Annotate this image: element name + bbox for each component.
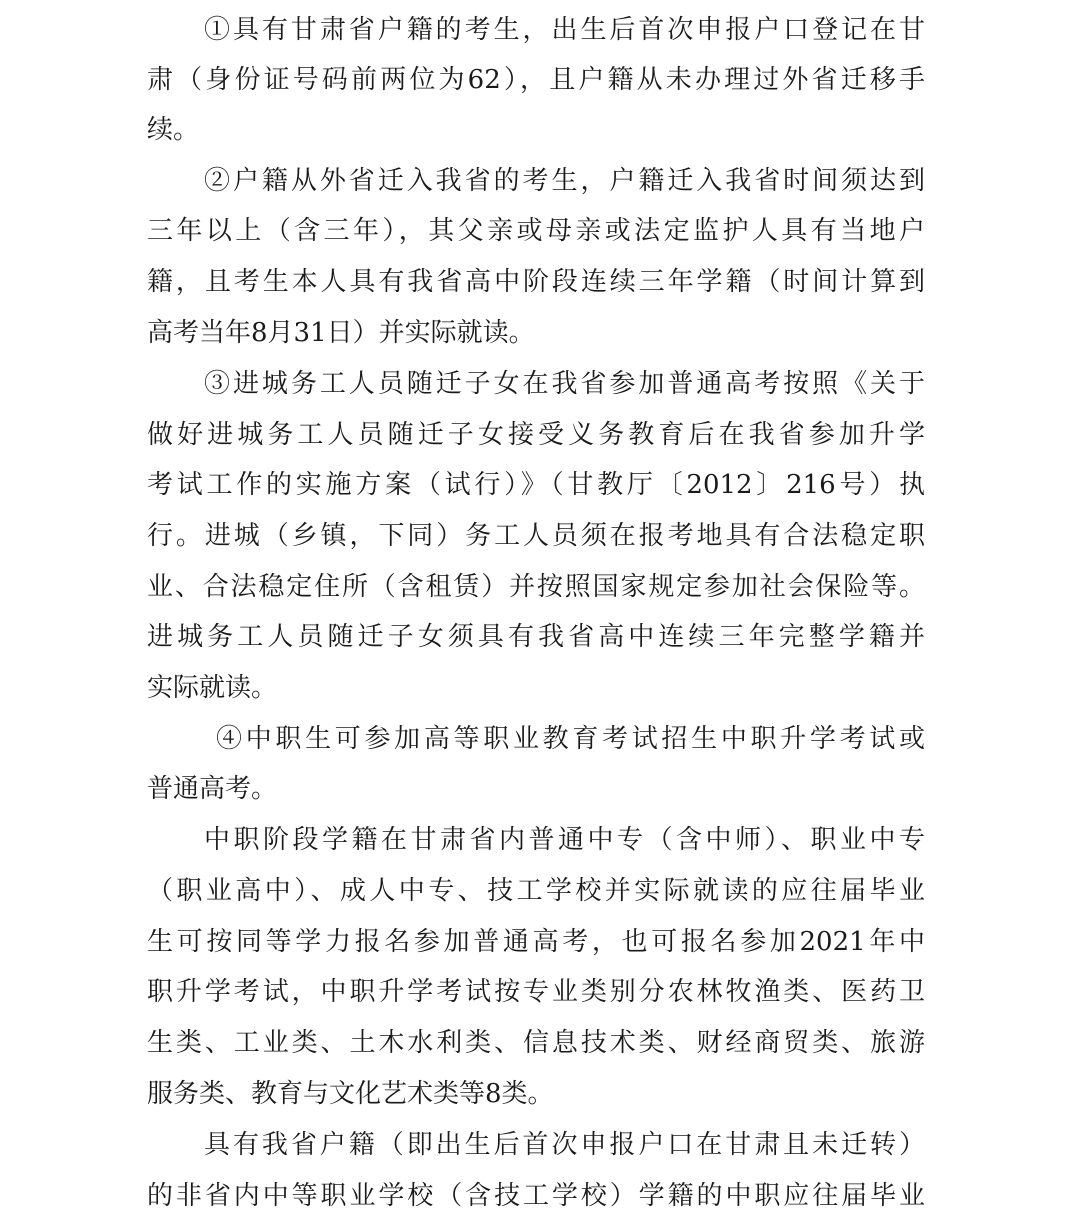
text-line: 续。 [147,115,200,145]
text-line: 行。进城（乡镇，下同）务工人员须在报考地具有合法稳定职 [147,521,925,551]
text-line: 实际就读。 [147,673,278,703]
text-line: 籍，且考生本人具有我省高中阶段连续三年学籍（时间计算到 [147,267,925,297]
text-line: ③进城务工人员随迁子女在我省参加普通高考按照《关于 [204,369,925,399]
text-line: 进城务工人员随迁子女须具有我省高中连续三年完整学籍并 [147,622,925,652]
text-line: ②户籍从外省迁入我省的考生，户籍迁入我省时间须达到 [204,166,925,196]
text-line: 具有我省户籍（即出生后首次申报户口在甘肃且未迁转） [204,1130,925,1160]
text-line: 高考当年8月31日）并实际就读。 [147,318,535,348]
text-line: 做好进城务工人员随迁子女接受义务教育后在我省参加升学 [147,420,925,450]
text-line: 服务类、教育与文化艺术类等8类。 [147,1079,554,1109]
text-line: 中职阶段学籍在甘肃省内普通中专（含中师）、职业中专 [204,825,925,855]
text-line: （职业高中）、成人中专、技工学校并实际就读的应往届毕业 [147,876,925,906]
text-line: 普通高考。 [147,774,278,804]
text-line: 三年以上（含三年），其父亲或母亲或法定监护人具有当地户 [147,216,925,246]
text-line: 业、合法稳定住所（含租赁）并按照国家规定参加社会保险等。 [147,572,925,602]
text-line: 生类、工业类、土木水利类、信息技术类、财经商贸类、旅游 [147,1028,925,1058]
text-line: 肃（身份证号码前两位为62），且户籍从未办理过外省迁移手 [147,65,925,95]
text-line: 考试工作的实施方案（试行）》（甘教厅〔2012〕216号）执 [147,470,925,500]
text-line: 职升学考试，中职升学考试按专业类别分农林牧渔类、医药卫 [147,977,925,1007]
text-line: ①具有甘肃省户籍的考生，出生后首次申报户口登记在甘 [204,15,925,45]
text-line: 的非省内中等职业学校（含技工学校）学籍的中职应往届毕业 [147,1181,925,1211]
text-line: 生可按同等学力报名参加普通高考，也可报名参加2021年中 [147,927,925,957]
text-line: ④中职生可参加高等职业教育考试招生中职升学考试或 [216,724,925,754]
